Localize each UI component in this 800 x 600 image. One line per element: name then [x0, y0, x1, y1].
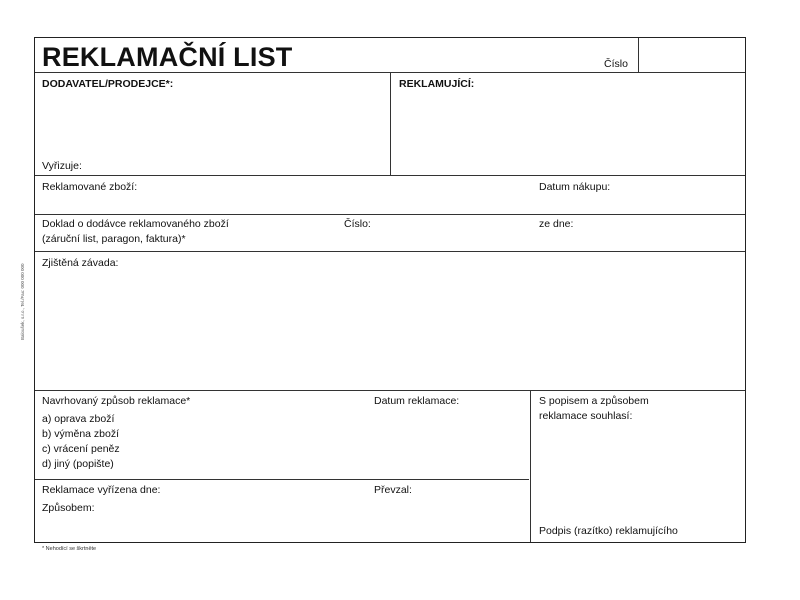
divider	[530, 390, 531, 542]
divider	[35, 251, 745, 252]
zpusobem-label: Způsobem:	[42, 502, 95, 514]
divider	[390, 72, 391, 175]
form-title: REKLAMAČNÍ LIST	[42, 42, 293, 72]
cislo-label: Číslo	[604, 58, 628, 70]
dodavatel-field[interactable]	[42, 93, 382, 155]
divider	[35, 390, 745, 391]
option-vraceni[interactable]: c) vrácení peněz	[42, 443, 120, 455]
zavada-label: Zjištěná závada:	[42, 257, 119, 269]
doklad-label-line2: (záruční list, paragon, faktura)*	[42, 233, 186, 245]
datum-nakupu-label: Datum nákupu:	[539, 181, 611, 193]
dodavatel-label: DODAVATEL/PRODEJCE*:	[42, 78, 174, 90]
vyrizena-label: Reklamace vyřízena dne:	[42, 484, 161, 496]
zpusob-label: Navrhovaný způsob reklamace*	[42, 395, 191, 407]
reklamujici-field[interactable]	[399, 93, 739, 171]
datum-reklamace-label: Datum reklamace:	[374, 395, 460, 407]
zavada-field[interactable]	[42, 273, 738, 385]
option-jiny[interactable]: d) jiný (popište)	[42, 458, 114, 470]
reklamujici-label: REKLAMUJÍCÍ:	[399, 78, 475, 90]
complaint-form	[34, 37, 746, 543]
souhlas-label-line2: reklamace souhlasí:	[539, 410, 633, 422]
doklad-label-line1: Doklad o dodávce reklamovaného zboží	[42, 218, 229, 230]
souhlas-label-line1: S popisem a způsobem	[539, 395, 649, 407]
side-print-info: Baloušek, s.r.o., Tel./Fax: 000 000 000	[20, 263, 25, 340]
prevzal-label: Převzal:	[374, 484, 412, 496]
vyrizuje-label: Vyřizuje:	[42, 160, 82, 172]
divider	[35, 479, 529, 480]
doklad-cislo-label: Číslo:	[344, 218, 371, 230]
podpis-label: Podpis (razítko) reklamujícího	[539, 525, 678, 537]
zpusob-options	[42, 412, 120, 472]
cislo-field[interactable]	[639, 39, 745, 71]
option-vymena[interactable]: b) výměna zboží	[42, 428, 120, 440]
divider	[35, 175, 745, 176]
option-oprava[interactable]: a) oprava zboží	[42, 413, 115, 425]
footnote: * Nehodící se škrtněte	[42, 546, 97, 552]
zbozi-label: Reklamované zboží:	[42, 181, 138, 193]
divider	[35, 214, 745, 215]
ze-dne-label: ze dne:	[539, 218, 574, 230]
